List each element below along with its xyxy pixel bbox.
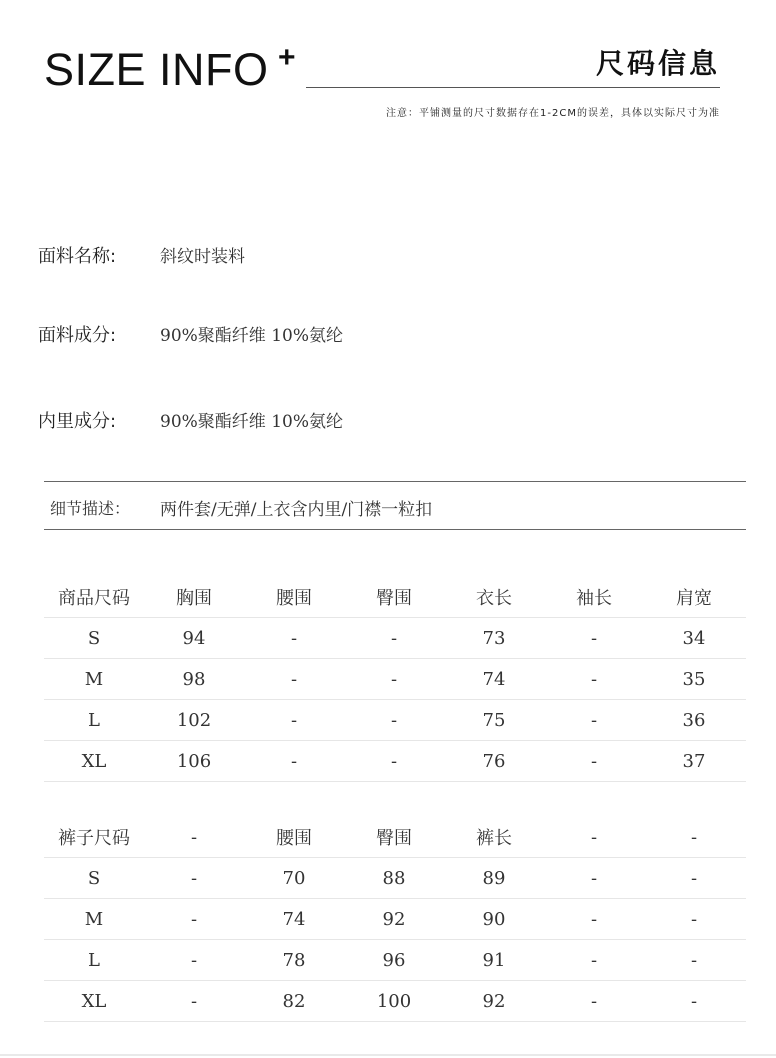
table-header-row (44, 817, 746, 858)
table-cell: 82 (282, 990, 306, 1012)
table-cell: - (190, 908, 198, 930)
table-cell: - (690, 990, 698, 1012)
table-cell: - (690, 949, 698, 971)
table-row (44, 981, 746, 1022)
table-cell: 74 (282, 908, 306, 930)
table-cell: - (190, 990, 198, 1012)
table-cell: - (390, 668, 398, 690)
pants-size-table (44, 817, 746, 1022)
table-header-row (44, 577, 746, 618)
table-cell: 70 (282, 867, 306, 889)
table-cell: - (690, 908, 698, 930)
table-cell: - (290, 750, 298, 772)
bottom-divider (0, 1054, 776, 1056)
table-cell: - (290, 668, 298, 690)
table-cell: 73 (482, 627, 506, 649)
header-cell: 肩宽 (676, 588, 712, 609)
table-cell: 37 (682, 750, 706, 772)
table-cell: 96 (382, 949, 406, 971)
header-cell: 腰围 (276, 588, 312, 609)
table-cell: - (590, 867, 598, 889)
table-row (44, 659, 746, 700)
header-cell: 胸围 (176, 588, 212, 609)
table-cell: 92 (482, 990, 506, 1012)
table-cell: 106 (176, 750, 212, 772)
table-cell: 100 (376, 990, 412, 1012)
table-cell: 88 (382, 867, 406, 889)
table-cell: 36 (682, 709, 706, 731)
table-cell: L (88, 949, 100, 971)
table-cell: 74 (482, 668, 506, 690)
table-row (44, 940, 746, 981)
table-cell: 102 (176, 709, 212, 731)
table-cell: - (590, 949, 598, 971)
header-cell: 袖长 (576, 588, 612, 609)
table-cell: 94 (182, 627, 206, 649)
header-divider (306, 87, 720, 88)
header-cell: - (190, 826, 198, 848)
table-cell: 91 (482, 949, 506, 971)
header-cell: 裤长 (476, 828, 512, 849)
table-row (44, 899, 746, 940)
table-cell: XL (81, 990, 107, 1012)
table-row (44, 741, 746, 782)
table-row (44, 700, 746, 741)
table-cell: - (590, 908, 598, 930)
table-row (44, 618, 746, 659)
measurement-note: 注意：平铺测量的尺寸数据存在1-2CM的误差，具体以实际尺寸为准 (386, 108, 720, 119)
table-cell: 98 (182, 668, 206, 690)
detail-top-divider (44, 481, 746, 482)
table-cell: 78 (282, 949, 306, 971)
header-cell: 裤子尺码 (58, 828, 130, 849)
table-cell: - (590, 750, 598, 772)
table-cell: 35 (682, 668, 706, 690)
header-cell: - (590, 826, 598, 848)
table-cell: 92 (382, 908, 406, 930)
header-cell: 商品尺码 (58, 588, 130, 609)
table-cell: M (84, 668, 104, 690)
fabric-name-label: 面料名称: (38, 246, 117, 267)
detail-bottom-divider (44, 529, 746, 530)
title-english: SIZE INFO (44, 44, 269, 95)
header-cell: 臀围 (376, 828, 412, 849)
table-cell: 76 (482, 750, 506, 772)
table-cell: - (590, 668, 598, 690)
table-cell: 75 (482, 709, 506, 731)
title-plus-mark: + (278, 41, 296, 74)
table-cell: - (590, 709, 598, 731)
table-row (44, 858, 746, 899)
table-cell: L (88, 709, 100, 731)
table-cell: XL (81, 750, 107, 772)
table-cell: - (190, 867, 198, 889)
table-cell: - (690, 867, 698, 889)
table-cell: 89 (482, 867, 506, 889)
table-cell: 34 (682, 627, 706, 649)
fabric-composition-value: 90%聚酯纤维 10%氨纶 (160, 326, 343, 346)
fabric-composition-label: 面料成分: (38, 325, 117, 346)
table-cell: - (290, 627, 298, 649)
header-cell: 腰围 (276, 828, 312, 849)
table-cell: 90 (482, 908, 506, 930)
table-cell: - (390, 709, 398, 731)
title-chinese: 尺码信息 (595, 47, 720, 80)
table-cell: - (290, 709, 298, 731)
table-cell: S (87, 867, 101, 889)
top-size-table (44, 577, 746, 782)
table-cell: S (87, 627, 101, 649)
header-cell: - (690, 826, 698, 848)
lining-composition-label: 内里成分: (38, 411, 117, 432)
header-cell: 臀围 (376, 588, 412, 609)
detail-value: 两件套/无弹/上衣含内里/门襟一粒扣 (160, 500, 433, 520)
table-cell: - (390, 750, 398, 772)
header-cell: 衣长 (476, 588, 512, 609)
lining-composition-value: 90%聚酯纤维 10%氨纶 (160, 412, 343, 432)
table-cell: - (590, 627, 598, 649)
detail-label: 细节描述： (50, 499, 131, 518)
table-cell: - (590, 990, 598, 1012)
table-cell: M (84, 908, 104, 930)
fabric-name-value: 斜纹时装料 (160, 247, 245, 267)
table-cell: - (190, 949, 198, 971)
table-cell: - (390, 627, 398, 649)
